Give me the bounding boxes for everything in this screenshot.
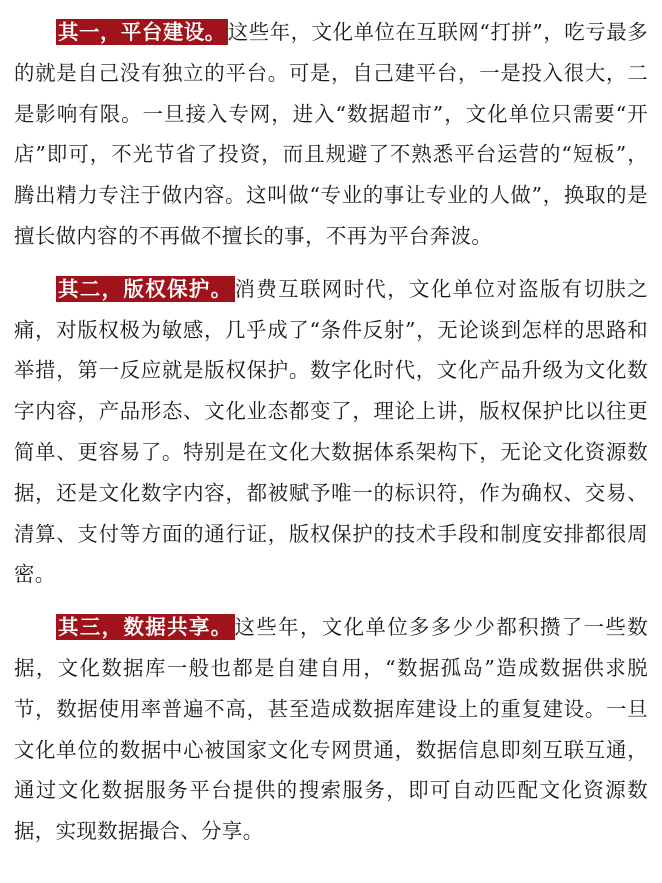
paragraph-heading: 其二，版权保护。 — [58, 276, 233, 301]
article-body — [14, 12, 648, 864]
paragraph-heading: 其一，平台建设。 — [58, 20, 226, 44]
paragraph-copyright — [14, 269, 648, 595]
paragraph-text: 这些年，文化单位在互联网“打拼”，吃亏最多的就是自己没有独立的平台。可是，自己建平台，一是投入很大，二是影响有限。一旦接入专网，进入“数据超市”，文化单位只需要“开店”即可，不光节省了投资，而且规避了不熟悉平台运营的“短板”，腾出精力专注于做内容。这叫做“专业的事让专业的人做”，换取的是擅长做内容的不再做不擅长的事，不再为平台奔波。 — [14, 20, 649, 248]
paragraph-data-sharing — [14, 607, 648, 852]
paragraph-heading: 其三，数据共享。 — [58, 615, 233, 640]
paragraph-platform — [14, 12, 648, 257]
paragraph-text: 消费互联网时代，文化单位对盗版有切肤之痛，对版权极为敏感，几乎成了“条件反射”，无论谈到怎样的思路和举措，第一反应就是版权保护。数字化时代，文化产品升级为文化数字内容，产品形态、文化业态都变了，理论上讲，版权保护比以往更简单、更容易了。特别是在文化大数据体系架构下，无论文化资源数据，还是文化数字内容，都被赋予唯一的标识符，作为确权、交易、清算、支付等方面的通行证，版权保护的技术手段和制度安排都很周密。 — [14, 276, 648, 587]
paragraph-text: 这些年，文化单位多多少少都积攒了一些数据，文化数据库一般也都是自建自用，“数据孤岛”造成数据供求脱节，数据使用率普遍不高，甚至造成数据库建设上的重复建设。一旦文化单位的数据中心被国家文化专网贯通，数据信息即刻互联互通，通过文化数据服务平台提供的搜索服务，即可自动匹配文化资源数据，实现数据撮合、分享。 — [14, 615, 648, 844]
